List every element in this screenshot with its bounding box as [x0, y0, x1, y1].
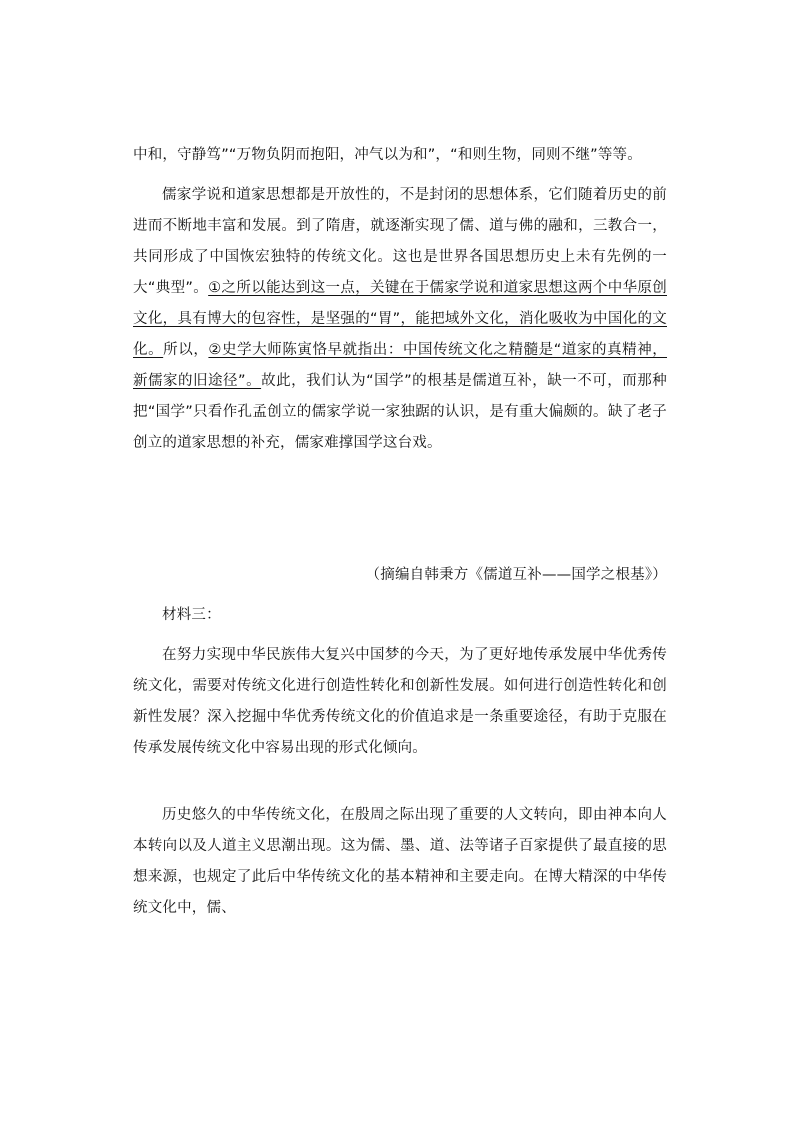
paragraph-continuation [133, 140, 667, 171]
paragraph-text: 儒家学说和道家思想都是开放性的，不是封闭的思想体系，它们随着历史的前进而不断地丰富和发展。到了隋唐，就逐渐实现了儒、道与佛的融和，三教合一，共同形成了中国恢宏独特的传统文化。这也是世界各国思想历史上未有先例的一大“典型”。 [133, 187, 667, 296]
paragraph-material-three [133, 640, 667, 764]
underlined-sentence-2: ②史学大师陈寅恪早就指出：中国传统文化之精髓是“道家的真精神，新儒家的旧途径”。 [133, 342, 668, 389]
paragraph-text: 中和，守静笃”“万物负阴而抱阳，冲气以为和”，“和则生物，同则不继”等等。 [133, 147, 642, 163]
material-heading [133, 600, 667, 631]
source-citation [133, 560, 667, 591]
citation-text: （摘编自韩秉方《儒道互补——国学之根基》） [365, 567, 667, 583]
paragraph-text: 在努力实现中华民族伟大复兴中国梦的今天，为了更好地传承发展中华优秀传统文化，需要对传统文化进行创造性转化和创新性发展。如何进行创造性转化和创新性发展？深入挖掘中华优秀传统文化的价值追求是一条重要途径，有助于克服在传承发展传统文化中容易出现的形式化倾向。 [133, 647, 667, 756]
paragraph-text: 所以， [163, 342, 209, 358]
heading-text: 材料三： [162, 607, 221, 623]
paragraph-confucian-taoist [133, 180, 667, 459]
paragraph-history [133, 800, 667, 924]
paragraph-text: 历史悠久的中华传统文化，在殷周之际出现了重要的人文转向，即由神本向人本转向以及人道主义思潮出现。这为儒、墨、道、法等诸子百家提供了最直接的思想来源，也规定了此后中华传统文化的基本精神和主要走向。在博大精深的中华传统文化中，儒、 [133, 807, 667, 916]
paragraph-text: 故此，我们认为“国学”的根基是儒道互补，缺一不可，而那种把“国学”只看作孔孟创立的儒家学说一家独踞的认识，是有重大偏颇的。缺了老子创立的道家思想的补充，儒家难撑国学这台戏。 [133, 373, 667, 451]
underlined-sentence-1: ①之所以能达到这一点，关键在于儒家学说和道家思想这两个中华原创文化，具有博大的包容性，是坚强的“胃”，能把域外文化，消化吸收为中国化的文化。 [133, 280, 667, 358]
